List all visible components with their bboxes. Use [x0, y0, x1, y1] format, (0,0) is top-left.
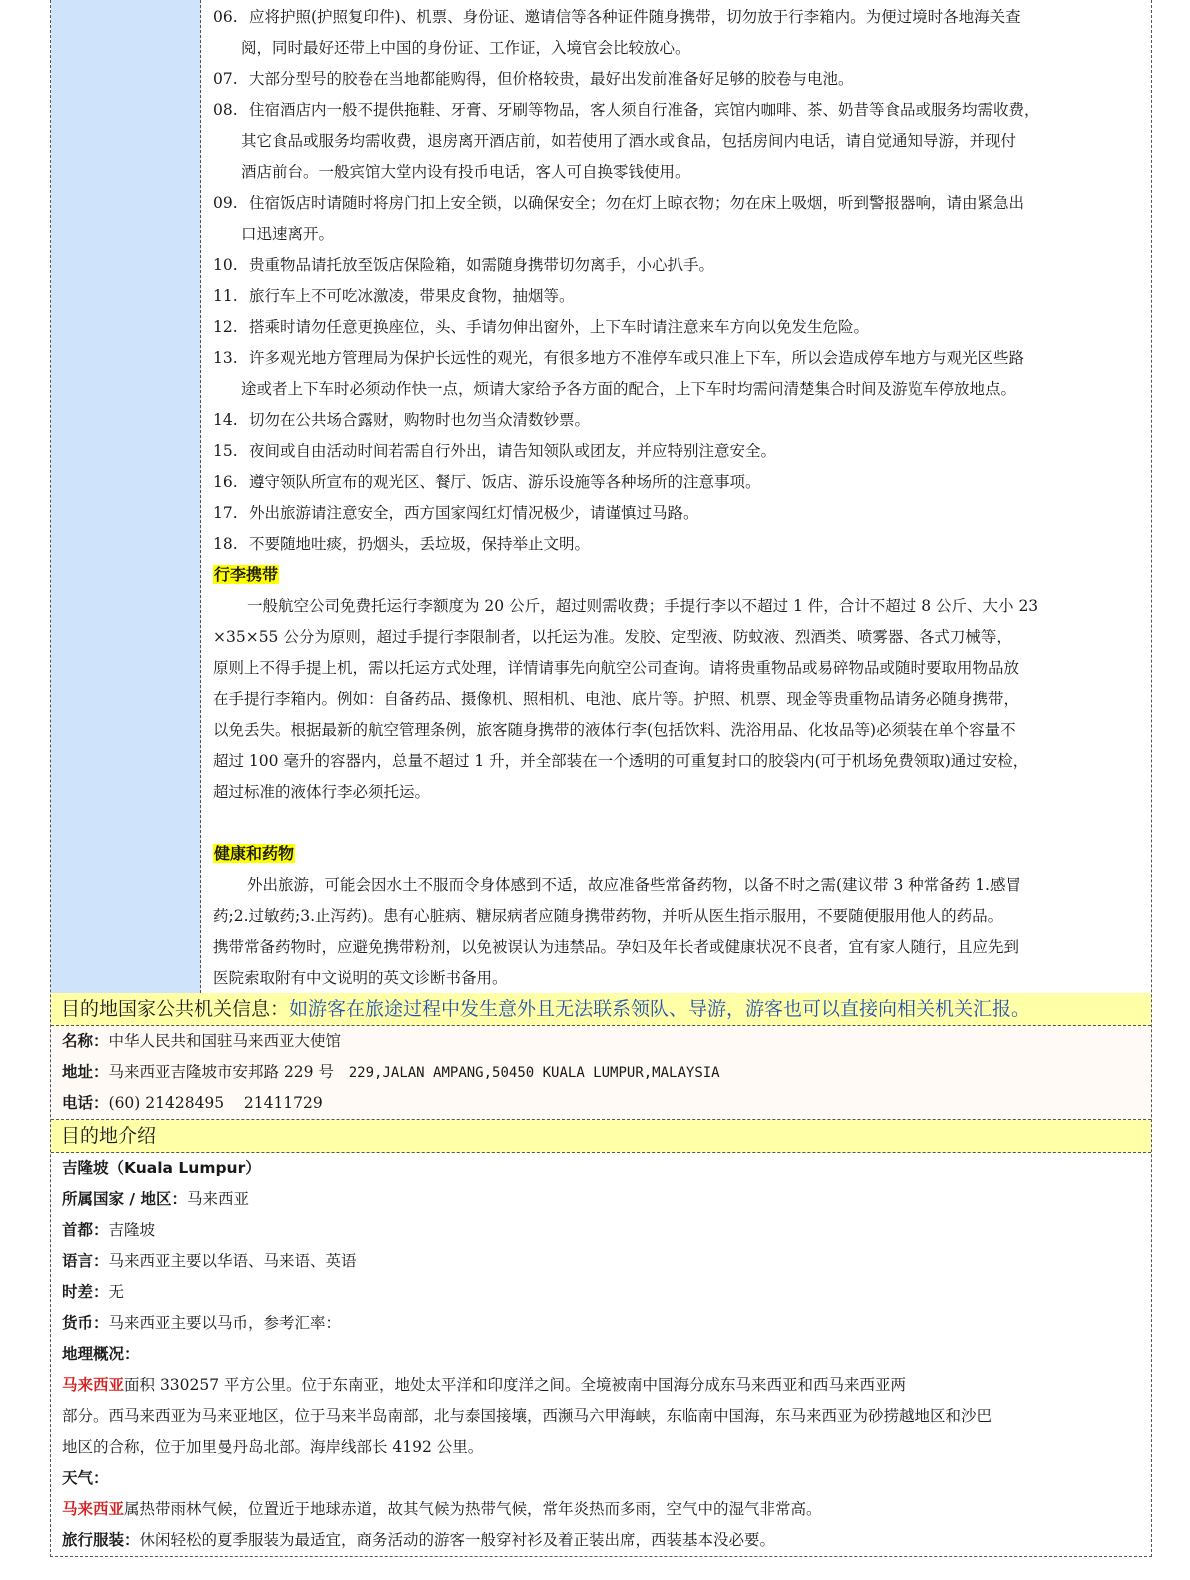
embassy-info — [51, 1026, 1151, 1120]
note-08-cont: 其它食品或服务均需收费，退房离开酒店前，如若使用了酒水或食品，包括房间内电话，请自觉通知导游，并现付 — [241, 132, 1017, 150]
note-10: 10. 贵重物品请托放至饭店保险箱，如需随身携带切勿离手，小心扒手。 — [213, 256, 715, 274]
destination-geo-line: 马来西亚面积 330257 平方公里。位于东南亚，地处太平洋和印度洋之间。全境被南中国海分成东马来西亚和西马来西亚两 — [62, 1376, 907, 1394]
destination-timediff-row: 时差：无 — [62, 1283, 125, 1301]
embassy-phone-row: 电话：(60) 21428495 21411729 — [62, 1094, 323, 1112]
luggage-paragraph-line: 在手提行李箱内。例如：自备药品、摄像机、照相机、电池、底片等。护照、机票、现金等贵重物品请务必随身携带， — [213, 690, 1020, 708]
destination-geo-line: 地区的合称，位于加里曼丹岛北部。海岸线部长 4192 公里。 — [62, 1438, 484, 1456]
destination-country-row: 所属国家 / 地区：马来西亚 — [62, 1190, 249, 1208]
notes-section — [51, 0, 1151, 994]
luggage-heading: 行李携带 — [214, 565, 279, 584]
luggage-paragraph-line: ×35×55 公分为原则，超过手提行李限制者，以托运为准。发胶、定型液、防蚊液、烈酒类、喷雾器、各式刀械等， — [213, 628, 1012, 646]
luggage-paragraph-line: 一般航空公司免费托运行李额度为 20 公斤，超过则需收费；手提行李以不超过 1 件，合计不超过 8 公斤、大小 23 — [247, 597, 1039, 615]
embassy-name-row: 名称：中华人民共和国驻马来西亚大使馆 — [62, 1032, 342, 1050]
note-06: 06. 应将护照(护照复印件)、机票、身份证、邀请信等各种证件随身携带，切勿放于行李箱内。为便过境时各地海关查 — [213, 8, 1021, 26]
health-paragraph-line: 外出旅游，可能会因水土不服而令身体感到不适，故应准备些常备药物，以备不时之需(建议带 3 种常备药 1.感冒 — [247, 876, 1021, 894]
luggage-paragraph-line: 超过 100 毫升的容器内，总量不超过 1 升，并全部装在一个透明的可重复封口的胶袋内(可于机场免费领取)通过安检， — [213, 752, 1029, 770]
health-heading: 健康和药物 — [214, 844, 295, 863]
note-08-cont: 酒店前台。一般宾馆大堂内设有投币电话，客人可自换零钱使用。 — [241, 163, 691, 181]
note-09-cont: 口迅速离开。 — [241, 225, 335, 243]
destination-weather-row: 马来西亚属热带雨林气候，位置近于地球赤道，故其气候为热带气候，常年炎热而多雨，空气中的湿气非常高。 — [62, 1500, 822, 1518]
destination-currency-row: 货币：马来西亚主要以马币，参考汇率： — [62, 1314, 342, 1332]
destination-title: 目的地介绍 — [61, 1125, 157, 1147]
note-15: 15. 夜间或自由活动时间若需自行外出，请告知领队或团友，并应特别注意安全。 — [213, 442, 777, 460]
side-column — [51, 0, 201, 993]
note-08: 08. 住宿酒店内一般不提供拖鞋、牙膏、牙刷等物品，客人须自行准备，宾馆内咖啡、茶、奶昔等食品或服务均需收费， — [213, 101, 1040, 119]
destination-info — [51, 1153, 1151, 1555]
note-18: 18. 不要随地吐痰，扔烟头，丢垃圾，保持举止文明。 — [213, 535, 591, 553]
note-07: 07. 大部分型号的胶卷在当地都能购得，但价格较贵，最好出发前准备好足够的胶卷与电池。 — [213, 70, 854, 88]
document-page — [50, 0, 1152, 1557]
destination-geo-label: 地理概况： — [62, 1345, 140, 1363]
destination-geo-line: 部分。西马来西亚为马来亚地区，位于马来半岛南部，北与泰国接壤，西濒马六甲海峡，东临南中国海，东马来西亚为砂捞越地区和沙巴 — [62, 1407, 993, 1425]
luggage-paragraph-line: 超过标准的液体行李必须托运。 — [213, 783, 431, 801]
embassy-address-row: 地址：马来西亚吉隆坡市安邦路 229 号 229,JALAN AMPANG,50450 KUALA LUMPUR,MALAYSIA — [62, 1063, 720, 1081]
destination-city: 吉隆坡（Kuala Lumpur） — [62, 1159, 261, 1177]
destination-banner — [51, 1120, 1151, 1153]
note-16: 16. 遵守领队所宣布的观光区、餐厅、饭店、游乐设施等各种场所的注意事项。 — [213, 473, 761, 491]
authority-title: 目的地国家公共机关信息： — [61, 998, 290, 1020]
note-14: 14. 切勿在公共场合露财，购物时也勿当众清数钞票。 — [213, 411, 591, 429]
luggage-paragraph-line: 以免丢失。根据最新的航空管理条例，旅客随身携带的液体行李(包括饮料、洗浴用品、化妆品等)必须装在单个容量不 — [213, 721, 1016, 739]
authority-banner — [51, 993, 1151, 1026]
destination-weather-label: 天气： — [62, 1469, 109, 1487]
luggage-paragraph-line: 原则上不得手提上机，需以托运方式处理，详情请事先向航空公司查询。请将贵重物品或易碎物品或随时要取用物品放 — [213, 659, 1020, 677]
destination-capital-row: 首都：吉隆坡 — [62, 1221, 156, 1239]
health-paragraph-line: 药;2.过敏药;3.止泻药)。患有心脏病、糖尿病者应随身携带药物，并听从医生指示服用，不要随便服用他人的药品。 — [213, 907, 1004, 925]
note-12: 12. 搭乘时请勿任意更换座位，头、手请勿伸出窗外，上下车时请注意来车方向以免发生危险。 — [213, 318, 870, 336]
destination-clothing-row: 旅行服装：休闲轻松的夏季服装为最适宜，商务活动的游客一般穿衬衫及着正装出席，西装基本没必要。 — [62, 1531, 776, 1549]
authority-note: 如游客在旅途过程中发生意外且无法联系领队、导游，游客也可以直接向相关机关汇报。 — [289, 998, 1031, 1020]
note-09: 09. 住宿饭店时请随时将房门扣上安全锁，以确保安全；勿在灯上晾衣物；勿在床上吸烟，听到警报器响，请由紧急出 — [213, 194, 1025, 212]
health-paragraph-line: 医院索取附有中文说明的英文诊断书备用。 — [213, 969, 508, 987]
destination-language-row: 语言：马来西亚主要以华语、马来语、英语 — [62, 1252, 357, 1270]
note-13-cont: 途或者上下车时必须动作快一点，烦请大家给予各方面的配合，上下车时均需问清楚集合时间及游览车停放地点。 — [241, 380, 1017, 398]
health-paragraph-line: 携带常备药物时，应避免携带粉剂，以免被误认为违禁品。孕妇及年长者或健康状况不良者，宜有家人随行，且应先到 — [213, 938, 1020, 956]
note-06-cont: 阅，同时最好还带上中国的身份证、工作证，入境官会比较放心。 — [241, 39, 691, 57]
note-11: 11. 旅行车上不可吃冰激凌，带果皮食物，抽烟等。 — [213, 287, 575, 305]
note-17: 17. 外出旅游请注意安全，西方国家闯红灯情况极少，请谨慎过马路。 — [213, 504, 699, 522]
note-13: 13. 许多观光地方管理局为保护长远性的观光，有很多地方不准停车或只准上下车，所以会造成停车地方与观光区些路 — [213, 349, 1025, 367]
notes-column — [213, 0, 1143, 993]
